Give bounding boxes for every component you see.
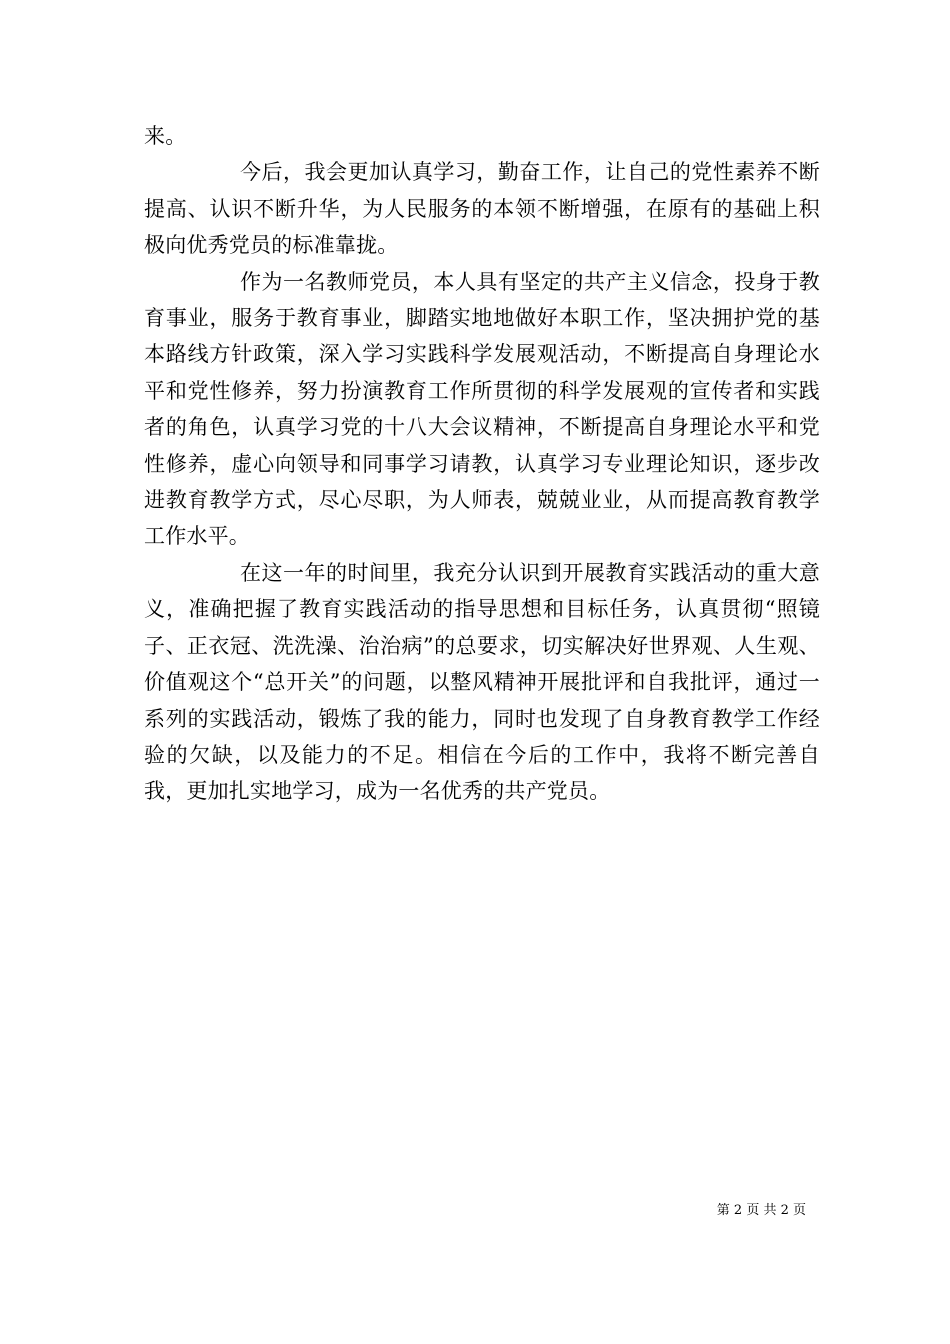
document-body bbox=[144, 118, 820, 810]
paragraph: 在这一年的时间里，我充分认识到开展教育实践活动的重大意义，准确把握了教育实践活动的指导思想和目标任务，认真贯彻“照镜子、正衣冠、洗洗澡、治治病”的总要求，切实解决好世界观、人生观、价值观这个“总开关”的问题，以整风精神开展批评和自我批评，通过一系列的实践活动，锻炼了我的能力，同时也发现了自身教育教学工作经验的欠缺，以及能力的不足。相信在今后的工作中，我将不断完善自我，更加扎实地学习，成为一名优秀的共产党员。 bbox=[144, 560, 820, 804]
paragraph-continuation: 来。 bbox=[144, 124, 187, 148]
paragraph: 今后，我会更加认真学习，勤奋工作，让自己的党性素养不断提高、认识不断升华，为人民服务的本领不断增强，在原有的基础上积极向优秀党员的标准靠拢。 bbox=[144, 160, 820, 258]
paragraph: 作为一名教师党员，本人具有坚定的共产主义信念，投身于教育事业，服务于教育事业，脚踏实地地做好本职工作，坚决拥护党的基本路线方针政策，深入学习实践科学发展观活动，不断提高自身理论水平和党性修养，努力扮演教育工作所贯彻的科学发展观的宣传者和实践者的角色，认真学习党的十八大会议精神，不断提高自身理论水平和党性修养，虚心向领导和同事学习请教，认真学习专业理论知识，逐步改进教育教学方式，尽心尽职，为人师表，兢兢业业，从而提高教育教学工作水平。 bbox=[144, 269, 820, 549]
page-number-footer: 第 2 页 共 2 页 bbox=[716, 1203, 806, 1218]
